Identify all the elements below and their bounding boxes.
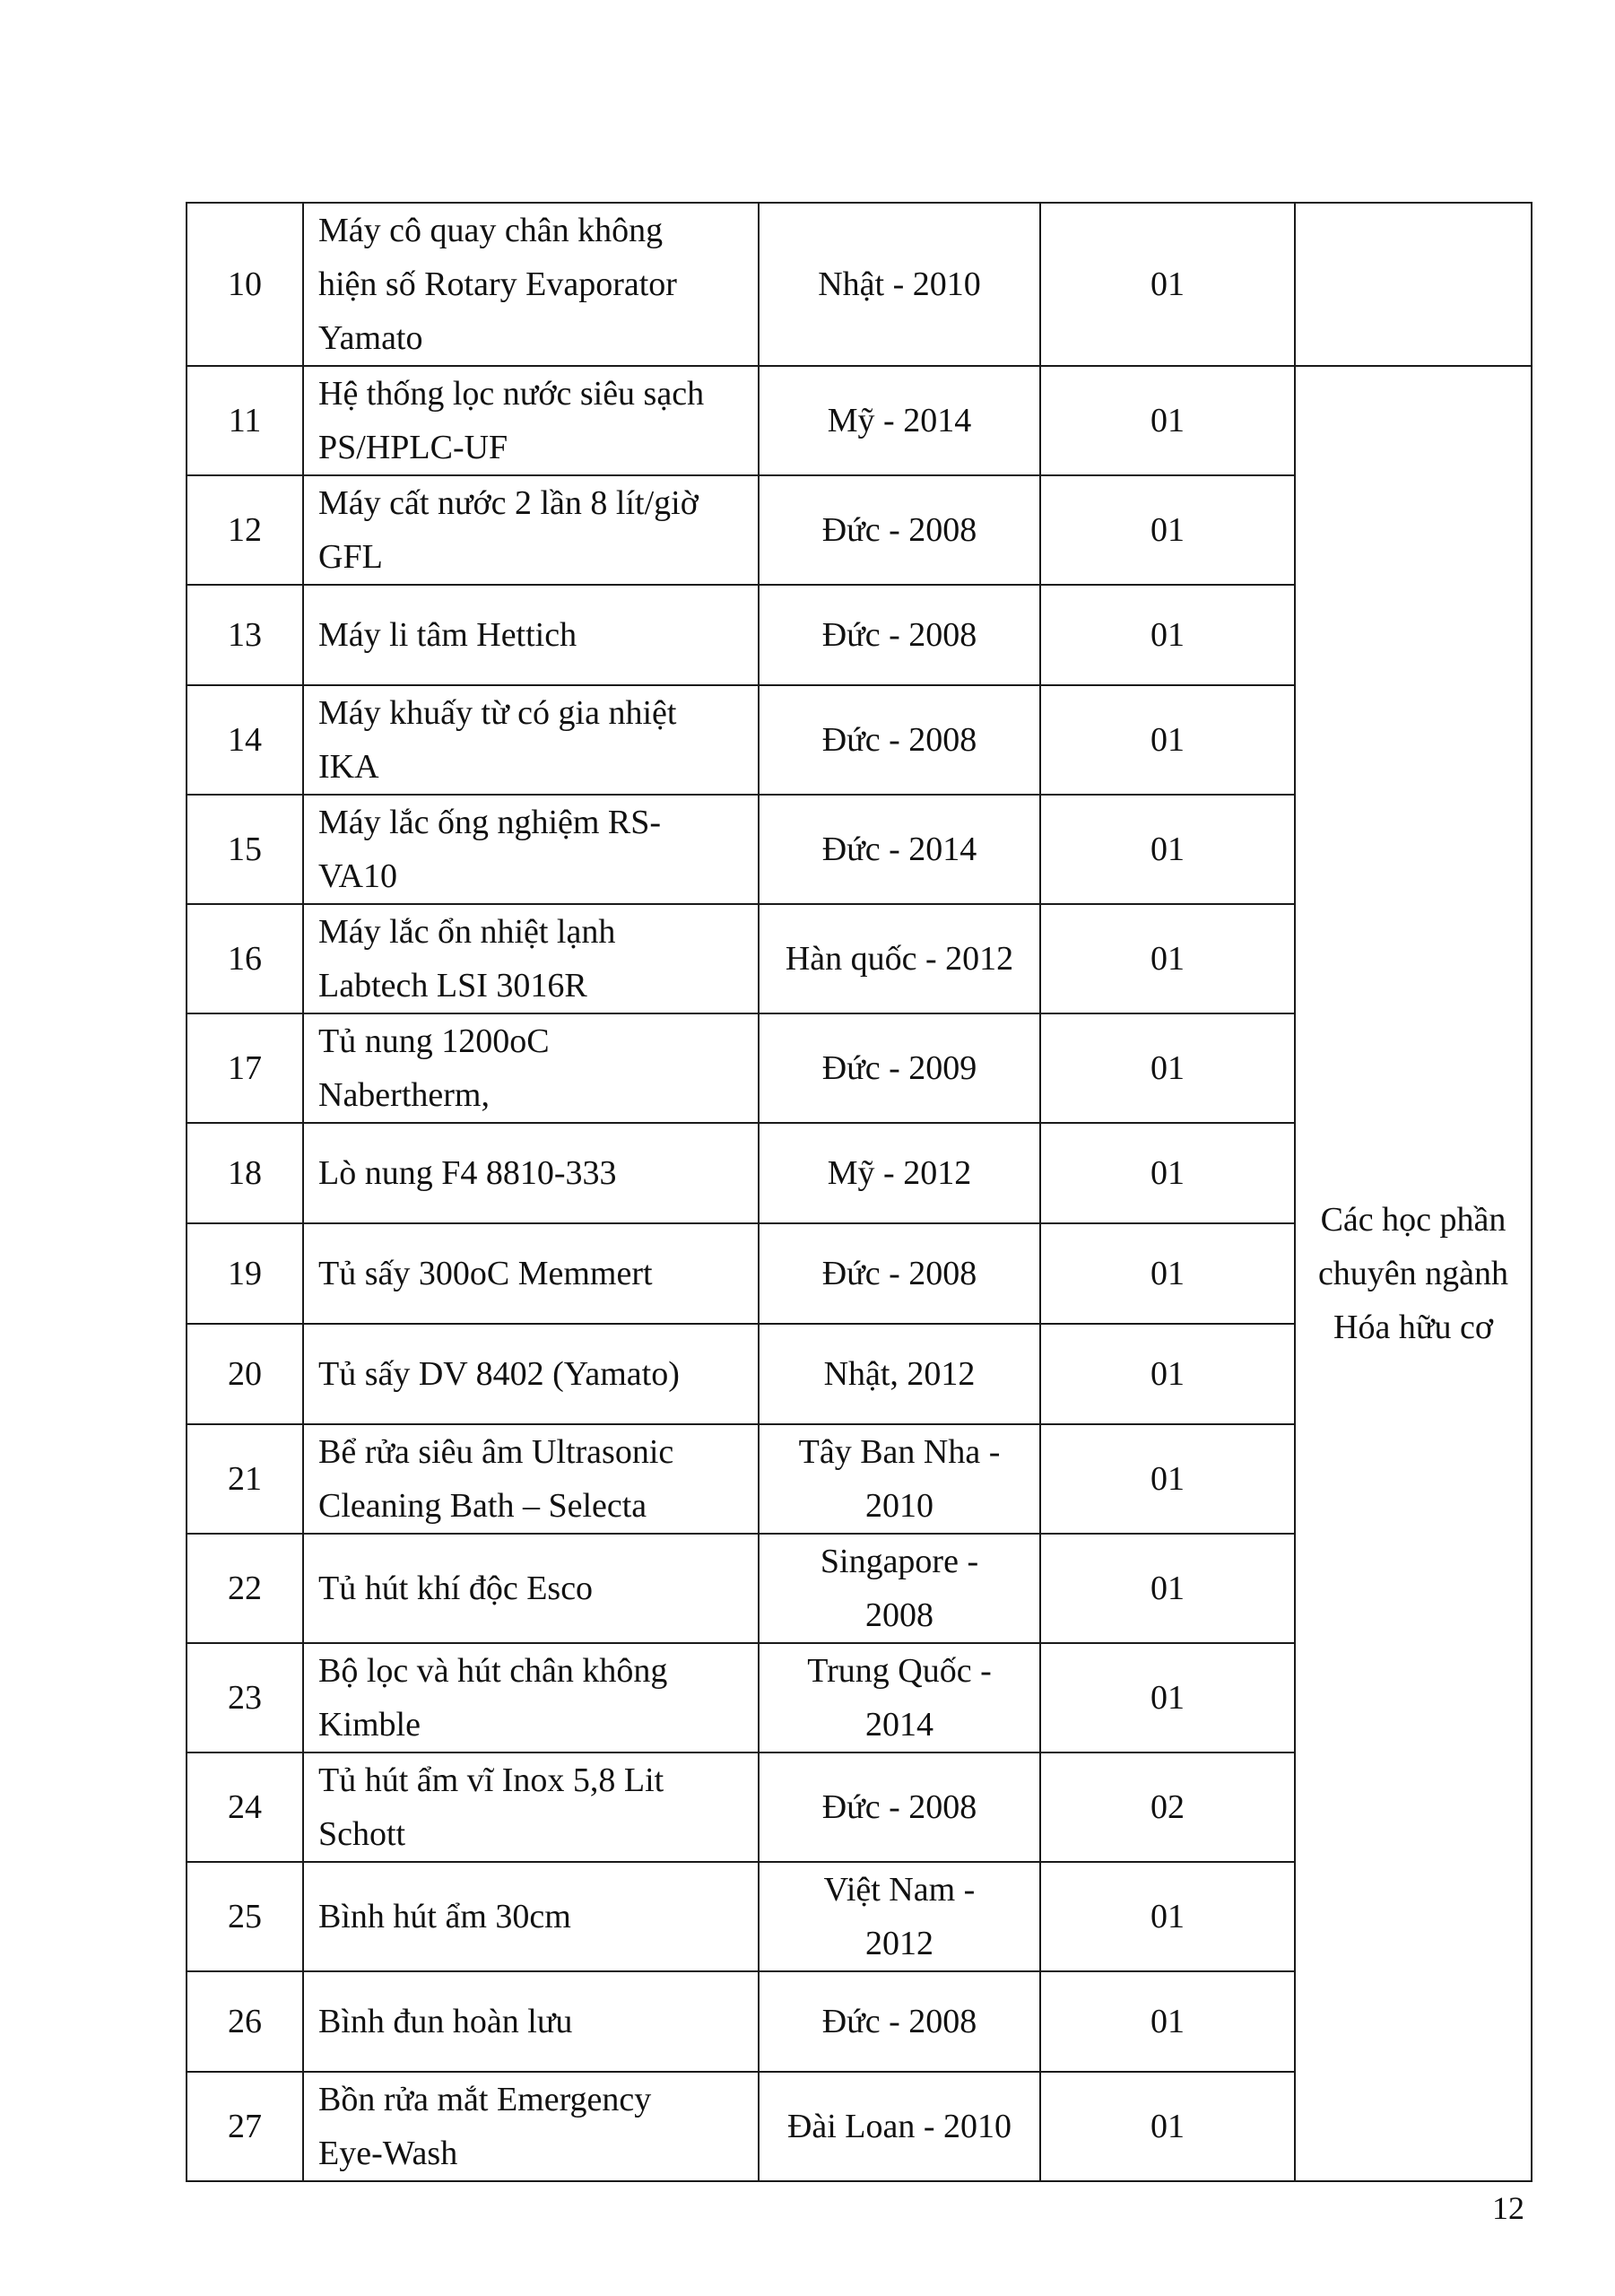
quantity-text: 01 — [1150, 1570, 1185, 1607]
row-number-text: 26 — [228, 2003, 262, 2040]
origin-year-text: Trung Quốc - 2014 — [807, 1652, 992, 1744]
origin-year-cell — [759, 1013, 1040, 1123]
quantity-cell — [1040, 1752, 1295, 1862]
quantity-text: 01 — [1150, 511, 1185, 549]
equipment-name-cell — [303, 366, 759, 475]
row-number-cell — [187, 475, 303, 585]
origin-year-text: Mỹ - 2014 — [827, 402, 972, 439]
origin-year-cell — [759, 795, 1040, 904]
quantity-cell — [1040, 1424, 1295, 1534]
quantity-text: 01 — [1150, 2108, 1185, 2145]
equipment-name-text: Bình hút ẩm 30cm — [318, 1898, 571, 1935]
row-number-cell — [187, 366, 303, 475]
origin-year-text: Mỹ - 2012 — [827, 1154, 972, 1192]
quantity-text: 01 — [1150, 2003, 1185, 2040]
equipment-name-cell — [303, 685, 759, 795]
origin-year-text: Hàn quốc - 2012 — [785, 940, 1014, 978]
quantity-text: 01 — [1150, 616, 1185, 654]
origin-year-text: Singapore - 2008 — [820, 1543, 979, 1634]
quantity-cell — [1040, 1013, 1295, 1123]
row-number-cell — [187, 795, 303, 904]
origin-year-text: Đức - 2014 — [821, 831, 977, 868]
quantity-cell — [1040, 795, 1295, 904]
usage-text: Các học phần chuyên ngành Hóa hữu cơ — [1317, 1201, 1509, 1346]
row-number-text: 15 — [228, 831, 262, 868]
equipment-name-cell — [303, 475, 759, 585]
quantity-cell — [1040, 1324, 1295, 1424]
row-number-cell — [187, 203, 303, 366]
quantity-cell — [1040, 685, 1295, 795]
equipment-name-cell — [303, 1123, 759, 1223]
row-number-cell — [187, 1223, 303, 1324]
quantity-cell — [1040, 904, 1295, 1013]
quantity-text: 01 — [1150, 402, 1185, 439]
row-number-text: 12 — [228, 511, 262, 549]
quantity-text: 01 — [1150, 1898, 1185, 1935]
usage-cell-empty — [1295, 203, 1532, 366]
equipment-name-cell — [303, 1324, 759, 1424]
origin-year-cell — [759, 585, 1040, 685]
quantity-cell — [1040, 1223, 1295, 1324]
equipment-name-cell — [303, 1752, 759, 1862]
origin-year-cell — [759, 475, 1040, 585]
origin-year-text: Đức - 2008 — [821, 1255, 977, 1292]
row-number-text: 27 — [228, 2108, 262, 2145]
quantity-text: 01 — [1150, 721, 1185, 759]
origin-year-text: Nhật - 2010 — [818, 265, 981, 303]
quantity-text: 01 — [1150, 1049, 1185, 1087]
origin-year-text: Đức - 2008 — [821, 511, 977, 549]
origin-year-text: Đài Loan - 2010 — [786, 2108, 1012, 2145]
equipment-name-text: Lò nung F4 8810-333 — [318, 1154, 617, 1192]
quantity-text: 01 — [1150, 940, 1185, 978]
quantity-text: 01 — [1150, 265, 1185, 303]
row-number-text: 19 — [228, 1255, 262, 1292]
row-number-cell — [187, 1424, 303, 1534]
quantity-cell — [1040, 366, 1295, 475]
equipment-name-text: Máy lắc ống nghiệm RS- VA10 — [318, 804, 662, 895]
origin-year-cell — [759, 1123, 1040, 1223]
row-number-text: 11 — [228, 402, 262, 439]
row-number-cell — [187, 1752, 303, 1862]
equipment-name-text: Máy li tâm Hettich — [318, 616, 577, 654]
row-number-text: 25 — [228, 1898, 262, 1935]
equipment-name-cell — [303, 1424, 759, 1534]
equipment-name-text: Tủ hút ẩm vĩ Inox 5,8 Lit Schott — [318, 1761, 664, 1853]
equipment-name-cell — [303, 203, 759, 366]
equipment-name-text: Tủ hút khí độc Esco — [318, 1570, 594, 1607]
page-number: 12 — [1492, 2190, 1524, 2226]
quantity-cell — [1040, 1971, 1295, 2072]
quantity-text: 01 — [1150, 1679, 1185, 1717]
equipment-name-cell — [303, 1223, 759, 1324]
row-number-text: 22 — [228, 1570, 262, 1607]
quantity-cell — [1040, 1123, 1295, 1223]
origin-year-cell — [759, 366, 1040, 475]
equipment-name-text: Máy khuấy từ có gia nhiệt IKA — [318, 694, 677, 786]
quantity-cell — [1040, 1534, 1295, 1643]
row-number-text: 17 — [228, 1049, 262, 1087]
row-number-cell — [187, 685, 303, 795]
equipment-name-text: Bình đun hoàn lưu — [318, 2003, 573, 2040]
row-number-cell — [187, 904, 303, 1013]
equipment-name-text: Hệ thống lọc nước siêu sạch PS/HPLC-UF — [318, 375, 705, 466]
origin-year-cell — [759, 1534, 1040, 1643]
row-number-text: 13 — [228, 616, 262, 654]
row-number-text: 16 — [228, 940, 262, 978]
quantity-cell — [1040, 203, 1295, 366]
quantity-cell — [1040, 2072, 1295, 2181]
quantity-text: 01 — [1150, 1355, 1185, 1393]
quantity-cell — [1040, 1862, 1295, 1971]
origin-year-text: Đức - 2008 — [821, 2003, 977, 2040]
quantity-cell — [1040, 475, 1295, 585]
quantity-text: 01 — [1150, 1460, 1185, 1498]
table-row — [187, 366, 1532, 475]
equipment-name-cell — [303, 1971, 759, 2072]
equipment-name-cell — [303, 585, 759, 685]
row-number-text: 23 — [228, 1679, 262, 1717]
row-number-cell — [187, 1643, 303, 1752]
equipment-name-cell — [303, 1534, 759, 1643]
equipment-name-cell — [303, 1013, 759, 1123]
row-number-cell — [187, 1324, 303, 1424]
origin-year-cell — [759, 1324, 1040, 1424]
row-number-text: 10 — [228, 265, 262, 303]
equipment-name-text: Bể rửa siêu âm Ultrasonic Cleaning Bath – Selecta — [318, 1433, 674, 1525]
origin-year-text: Đức - 2008 — [821, 616, 977, 654]
row-number-text: 21 — [228, 1460, 262, 1498]
equipment-name-text: Bồn rửa mắt Emergency Eye-Wash — [318, 2081, 652, 2172]
row-number-cell — [187, 2072, 303, 2181]
origin-year-cell — [759, 203, 1040, 366]
origin-year-text: Nhật, 2012 — [823, 1355, 976, 1393]
origin-year-cell — [759, 1424, 1040, 1534]
row-number-cell — [187, 1534, 303, 1643]
quantity-text: 02 — [1150, 1788, 1185, 1826]
row-number-cell — [187, 1013, 303, 1123]
origin-year-text: Đức - 2008 — [821, 1788, 977, 1826]
equipment-name-text: Tủ nung 1200oC Nabertherm, — [318, 1022, 550, 1114]
equipment-table-body — [187, 203, 1532, 2181]
quantity-text: 01 — [1150, 1154, 1185, 1192]
equipment-name-text: Máy lắc ổn nhiệt lạnh Labtech LSI 3016R — [318, 913, 616, 1004]
row-number-text: 20 — [228, 1355, 262, 1393]
equipment-name-cell — [303, 1862, 759, 1971]
origin-year-cell — [759, 1223, 1040, 1324]
row-number-text: 18 — [228, 1154, 262, 1192]
equipment-name-text: Bộ lọc và hút chân không Kimble — [318, 1652, 668, 1744]
quantity-cell — [1040, 585, 1295, 685]
origin-year-cell — [759, 1643, 1040, 1752]
row-number-cell — [187, 1971, 303, 2072]
origin-year-cell — [759, 685, 1040, 795]
equipment-name-cell — [303, 795, 759, 904]
equipment-name-cell — [303, 2072, 759, 2181]
row-number-text: 14 — [228, 721, 262, 759]
origin-year-text: Đức - 2009 — [821, 1049, 977, 1087]
row-number-cell — [187, 1123, 303, 1223]
equipment-name-text: Máy cô quay chân không hiện số Rotary Evaporator Yamato — [318, 212, 677, 357]
origin-year-text: Việt Nam - 2012 — [823, 1871, 976, 1962]
row-number-cell — [187, 1862, 303, 1971]
origin-year-cell — [759, 1862, 1040, 1971]
origin-year-text: Đức - 2008 — [821, 721, 977, 759]
origin-year-cell — [759, 1971, 1040, 2072]
origin-year-cell — [759, 904, 1040, 1013]
equipment-name-cell — [303, 904, 759, 1013]
usage-merged-cell — [1295, 366, 1532, 2181]
equipment-name-text: Máy cất nước 2 lần 8 lít/giờ GFL — [318, 484, 699, 576]
equipment-name-text: Tủ sấy DV 8402 (Yamato) — [318, 1355, 680, 1393]
equipment-name-cell — [303, 1643, 759, 1752]
quantity-cell — [1040, 1643, 1295, 1752]
table-row — [187, 203, 1532, 366]
quantity-text: 01 — [1150, 1255, 1185, 1292]
row-number-cell — [187, 585, 303, 685]
origin-year-cell — [759, 1752, 1040, 1862]
row-number-text: 24 — [228, 1788, 262, 1826]
origin-year-cell — [759, 2072, 1040, 2181]
quantity-text: 01 — [1150, 831, 1185, 868]
equipment-table — [186, 202, 1533, 2182]
equipment-name-text: Tủ sấy 300oC Memmert — [318, 1255, 653, 1292]
origin-year-text: Tây Ban Nha - 2010 — [798, 1433, 1001, 1525]
